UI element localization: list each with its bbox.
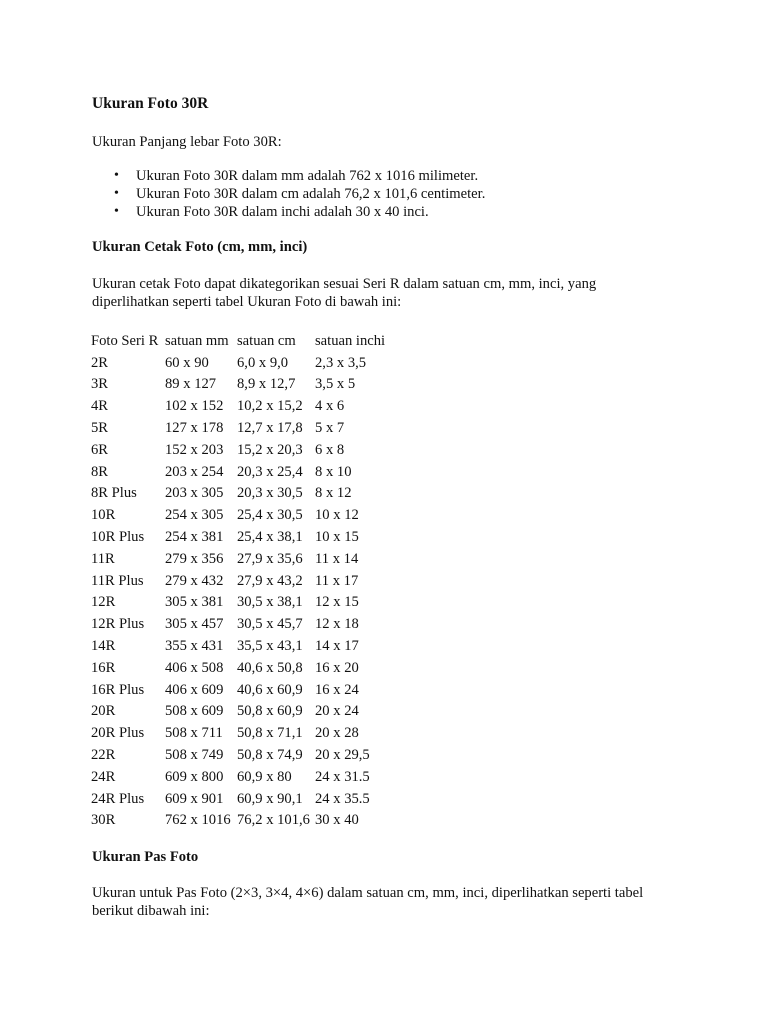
cell-mm: 89 x 127 bbox=[165, 376, 217, 393]
table-row bbox=[89, 526, 397, 548]
cell-cm: 40,6 x 50,8 bbox=[237, 659, 303, 676]
table-row bbox=[89, 810, 397, 832]
table-row bbox=[89, 635, 397, 657]
cell-cm: 76,2 x 101,6 bbox=[237, 812, 310, 829]
column-header: satuan cm bbox=[237, 332, 296, 349]
cell-mm: 60 x 90 bbox=[165, 354, 209, 371]
table-row bbox=[89, 374, 397, 396]
table-row bbox=[89, 592, 397, 614]
cell-series: 22R bbox=[91, 747, 116, 764]
table-row bbox=[89, 722, 397, 744]
cell-cm: 50,8 x 71,1 bbox=[237, 725, 303, 742]
cell-mm: 305 x 457 bbox=[165, 616, 224, 633]
table-row bbox=[89, 439, 397, 461]
cell-inch: 3,5 x 5 bbox=[315, 376, 356, 393]
cell-series: 10R Plus bbox=[91, 529, 145, 546]
table-body bbox=[89, 352, 397, 832]
cell-inch: 11 x 14 bbox=[315, 550, 359, 567]
cell-mm: 355 x 431 bbox=[165, 638, 224, 655]
cell-mm: 279 x 356 bbox=[165, 550, 224, 567]
cell-series: 20R bbox=[91, 703, 116, 720]
bullet-item-mm: • Ukuran Foto 30R dalam mm adalah 762 x 1016 milimeter. bbox=[92, 167, 485, 185]
cell-cm: 60,9 x 80 bbox=[237, 768, 292, 785]
cell-inch: 20 x 29,5 bbox=[315, 747, 370, 764]
cell-series: 10R bbox=[91, 507, 116, 524]
cell-inch: 4 x 6 bbox=[315, 398, 345, 415]
size-bullet-list bbox=[92, 167, 485, 221]
cell-mm: 279 x 432 bbox=[165, 572, 224, 589]
cell-mm: 203 x 254 bbox=[165, 463, 224, 480]
cell-mm: 305 x 381 bbox=[165, 594, 224, 611]
cell-series: 6R bbox=[91, 441, 109, 458]
cell-inch: 5 x 7 bbox=[315, 420, 345, 437]
table-row bbox=[89, 679, 397, 701]
photo-size-table bbox=[89, 330, 397, 831]
section-heading-cetak: Ukuran Cetak Foto (cm, mm, inci) bbox=[92, 239, 308, 255]
cell-series: 5R bbox=[91, 420, 109, 437]
cell-mm: 508 x 609 bbox=[165, 703, 224, 720]
cell-series: 3R bbox=[91, 376, 109, 393]
cell-cm: 20,3 x 25,4 bbox=[237, 463, 303, 480]
cell-series: 16R Plus bbox=[91, 681, 145, 698]
cell-series: 2R bbox=[91, 354, 109, 371]
cell-cm: 50,8 x 74,9 bbox=[237, 747, 303, 764]
page-title: Ukuran Foto 30R bbox=[92, 95, 209, 112]
cell-inch: 2,3 x 3,5 bbox=[315, 354, 367, 371]
cell-mm: 102 x 152 bbox=[165, 398, 224, 415]
cell-cm: 27,9 x 43,2 bbox=[237, 572, 303, 589]
cell-mm: 762 x 1016 bbox=[165, 812, 231, 829]
cell-series: 11R Plus bbox=[91, 572, 144, 589]
cell-inch: 11 x 17 bbox=[315, 572, 359, 589]
table-row bbox=[89, 395, 397, 417]
cell-cm: 30,5 x 38,1 bbox=[237, 594, 303, 611]
section-description-pas-foto: Ukuran untuk Pas Foto (2×3, 3×4, 4×6) dalam satuan cm, mm, inci, diperlihatkan seperti tabel berikut dibawah ini: bbox=[92, 885, 644, 919]
cell-mm: 406 x 508 bbox=[165, 659, 224, 676]
cell-mm: 127 x 178 bbox=[165, 420, 224, 437]
cell-cm: 20,3 x 30,5 bbox=[237, 485, 303, 502]
cell-cm: 10,2 x 15,2 bbox=[237, 398, 303, 415]
cell-series: 30R bbox=[91, 812, 116, 829]
column-header: Foto Seri R bbox=[91, 332, 159, 349]
cell-mm: 609 x 800 bbox=[165, 768, 224, 785]
column-header: satuan mm bbox=[165, 332, 229, 349]
table-row bbox=[89, 504, 397, 526]
cell-cm: 35,5 x 43,1 bbox=[237, 638, 303, 655]
table-row bbox=[89, 461, 397, 483]
table-row bbox=[89, 657, 397, 679]
cell-series: 8R bbox=[91, 463, 109, 480]
cell-series: 8R Plus bbox=[91, 485, 137, 502]
cell-cm: 6,0 x 9,0 bbox=[237, 354, 289, 371]
cell-series: 20R Plus bbox=[91, 725, 145, 742]
cell-inch: 30 x 40 bbox=[315, 812, 359, 829]
cell-inch: 12 x 18 bbox=[315, 616, 359, 633]
cell-cm: 15,2 x 20,3 bbox=[237, 441, 303, 458]
section-heading-pas-foto: Ukuran Pas Foto bbox=[92, 849, 199, 865]
cell-cm: 8,9 x 12,7 bbox=[237, 376, 296, 393]
cell-series: 12R bbox=[91, 594, 116, 611]
cell-inch: 24 x 35.5 bbox=[315, 790, 370, 807]
cell-series: 14R bbox=[91, 638, 116, 655]
table-row bbox=[89, 701, 397, 723]
table-row bbox=[89, 613, 397, 635]
cell-mm: 508 x 711 bbox=[165, 725, 223, 742]
cell-inch: 24 x 31.5 bbox=[315, 768, 370, 785]
cell-mm: 203 x 305 bbox=[165, 485, 224, 502]
cell-inch: 16 x 20 bbox=[315, 659, 359, 676]
cell-mm: 609 x 901 bbox=[165, 790, 224, 807]
cell-series: 12R Plus bbox=[91, 616, 145, 633]
cell-cm: 25,4 x 38,1 bbox=[237, 529, 303, 546]
table-row bbox=[89, 417, 397, 439]
cell-inch: 8 x 10 bbox=[315, 463, 352, 480]
cell-cm: 40,6 x 60,9 bbox=[237, 681, 303, 698]
cell-series: 11R bbox=[91, 550, 115, 567]
cell-inch: 20 x 28 bbox=[315, 725, 359, 742]
cell-mm: 152 x 203 bbox=[165, 441, 224, 458]
cell-series: 16R bbox=[91, 659, 116, 676]
cell-mm: 254 x 305 bbox=[165, 507, 224, 524]
cell-inch: 20 x 24 bbox=[315, 703, 359, 720]
table-row bbox=[89, 766, 397, 788]
cell-cm: 25,4 x 30,5 bbox=[237, 507, 303, 524]
table-row bbox=[89, 352, 397, 374]
cell-series: 24R Plus bbox=[91, 790, 145, 807]
cell-series: 4R bbox=[91, 398, 109, 415]
cell-mm: 406 x 609 bbox=[165, 681, 224, 698]
cell-inch: 6 x 8 bbox=[315, 441, 345, 458]
intro-text: Ukuran Panjang lebar Foto 30R: bbox=[92, 134, 282, 150]
table-row bbox=[89, 788, 397, 810]
cell-mm: 254 x 381 bbox=[165, 529, 224, 546]
cell-cm: 12,7 x 17,8 bbox=[237, 420, 303, 437]
bullet-item-cm: • Ukuran Foto 30R dalam cm adalah 76,2 x 101,6 centimeter. bbox=[92, 185, 485, 203]
cell-inch: 10 x 12 bbox=[315, 507, 359, 524]
cell-cm: 50,8 x 60,9 bbox=[237, 703, 303, 720]
table-row bbox=[89, 570, 397, 592]
table-row bbox=[89, 548, 397, 570]
cell-cm: 60,9 x 90,1 bbox=[237, 790, 303, 807]
table-header-row bbox=[89, 330, 397, 352]
cell-series: 24R bbox=[91, 768, 116, 785]
cell-inch: 8 x 12 bbox=[315, 485, 352, 502]
section-description-cetak: Ukuran cetak Foto dapat dikategorikan sesuai Seri R dalam satuan cm, mm, inci, yang diperlihatkan seperti tabel Ukuran Foto di bawah ini: bbox=[92, 276, 597, 310]
cell-inch: 16 x 24 bbox=[315, 681, 359, 698]
cell-cm: 27,9 x 35,6 bbox=[237, 550, 303, 567]
cell-inch: 10 x 15 bbox=[315, 529, 359, 546]
cell-cm: 30,5 x 45,7 bbox=[237, 616, 303, 633]
table-row bbox=[89, 744, 397, 766]
cell-mm: 508 x 749 bbox=[165, 747, 224, 764]
cell-inch: 12 x 15 bbox=[315, 594, 359, 611]
column-header: satuan inchi bbox=[315, 332, 386, 349]
table-row bbox=[89, 483, 397, 505]
bullet-item-inch: • Ukuran Foto 30R dalam inchi adalah 30 x 40 inci. bbox=[92, 203, 485, 221]
cell-inch: 14 x 17 bbox=[315, 638, 359, 655]
